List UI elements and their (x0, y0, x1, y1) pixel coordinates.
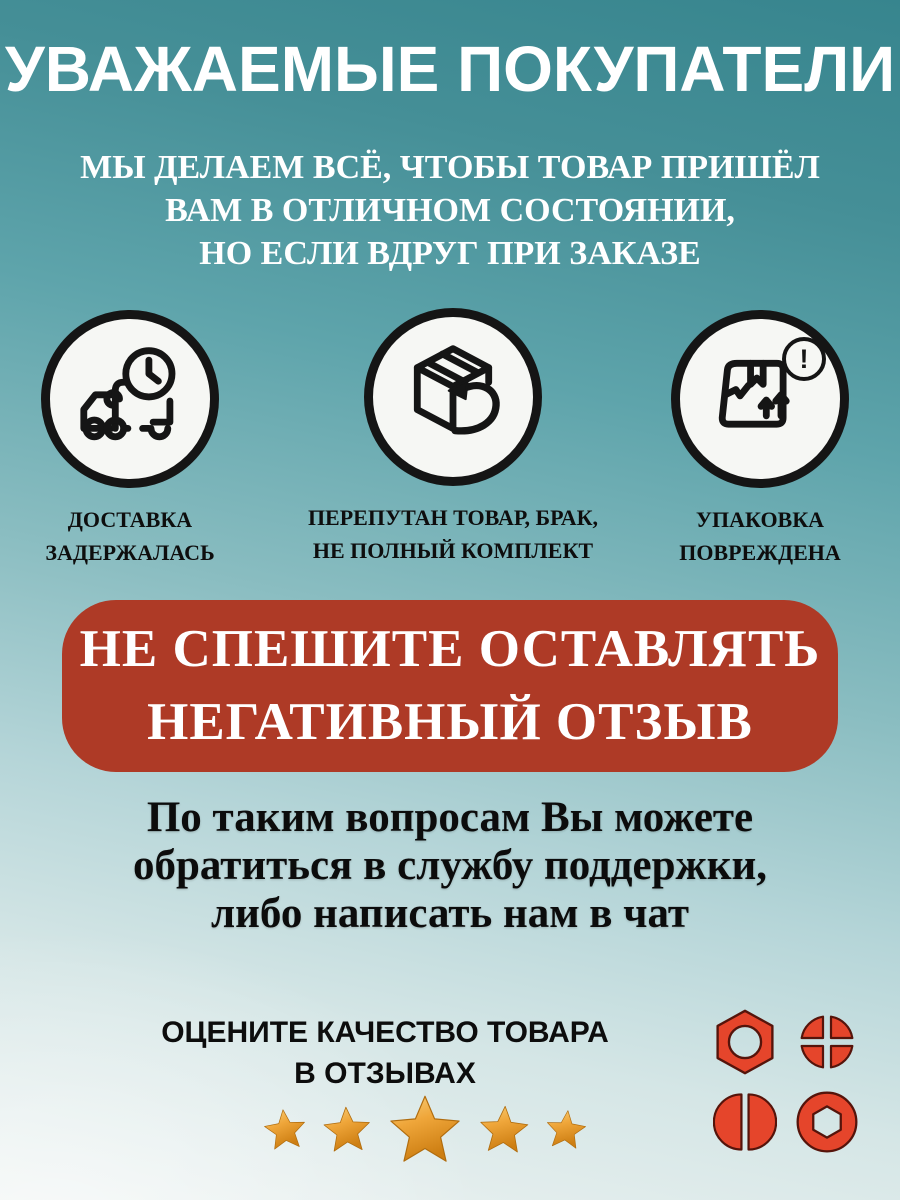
hex-nut-icon (711, 1008, 779, 1076)
issue-label: ПЕРЕПУТАН ТОВАР, БРАК, НЕ ПОЛНЫЙ КОМПЛЕКТ (307, 505, 599, 563)
hex-socket-head-icon (794, 1089, 860, 1155)
star-icon (320, 1102, 375, 1157)
subtitle (0, 146, 900, 275)
truck-with-clock-glyph (67, 336, 193, 462)
issue-delivery-delayed (0, 310, 280, 569)
phillips-slot-head-icon (795, 1010, 859, 1074)
rate-product-title-line: В ОТЗЫВАХ (294, 1057, 476, 1090)
support-note-line: обратиться в службу поддержки, (132, 842, 768, 889)
banner-line: НЕГАТИВНЫЙ ОТЗЫВ (147, 693, 753, 751)
no-negative-review-banner (62, 600, 838, 772)
issue-label: ДОСТАВКА ЗАДЕРЖАЛАСЬ (45, 507, 215, 565)
issue-label: УПАКОВКА ПОВРЕЖДЕНА (679, 507, 841, 565)
straight-slot-head-icon (713, 1090, 777, 1154)
fastener-icons-grid (710, 1006, 862, 1158)
subtitle-line: ВАМ В ОТЛИЧНОМ СОСТОЯНИИ, (165, 192, 735, 229)
support-note (0, 794, 900, 938)
star-icon (386, 1090, 464, 1168)
rate-product-title (50, 1012, 720, 1094)
star-icon (476, 1101, 533, 1158)
stars-row (150, 1086, 700, 1172)
exclamation-badge-icon: ! (782, 337, 826, 381)
damaged-package-icon (671, 310, 849, 488)
box-return-arrow-glyph (390, 334, 516, 460)
delivery-truck-clock-icon (41, 310, 219, 488)
support-note-line: либо написать нам в чат (211, 890, 689, 937)
issue-wrong-item (303, 308, 603, 567)
wrong-item-return-box-icon (364, 308, 542, 486)
star-icon (260, 1104, 311, 1155)
banner-line: НЕ СПЕШИТЕ ОСТАВЛЯТЬ (79, 620, 821, 678)
rate-product-title-line: ОЦЕНИТЕ КАЧЕСТВО ТОВАРА (161, 1016, 609, 1049)
issue-damaged-packaging (610, 310, 900, 569)
subtitle-line: МЫ ДЕЛАЕМ ВСЁ, ЧТОБЫ ТОВАР ПРИШЁЛ (80, 149, 820, 186)
support-note-line: По таким вопросам Вы можете (146, 794, 754, 841)
page-title: УВАЖАЕМЫЕ ПОКУПАТЕЛИ (4, 33, 896, 105)
subtitle-line: НО ЕСЛИ ВДРУГ ПРИ ЗАКАЗЕ (199, 235, 701, 272)
star-icon (542, 1105, 590, 1153)
